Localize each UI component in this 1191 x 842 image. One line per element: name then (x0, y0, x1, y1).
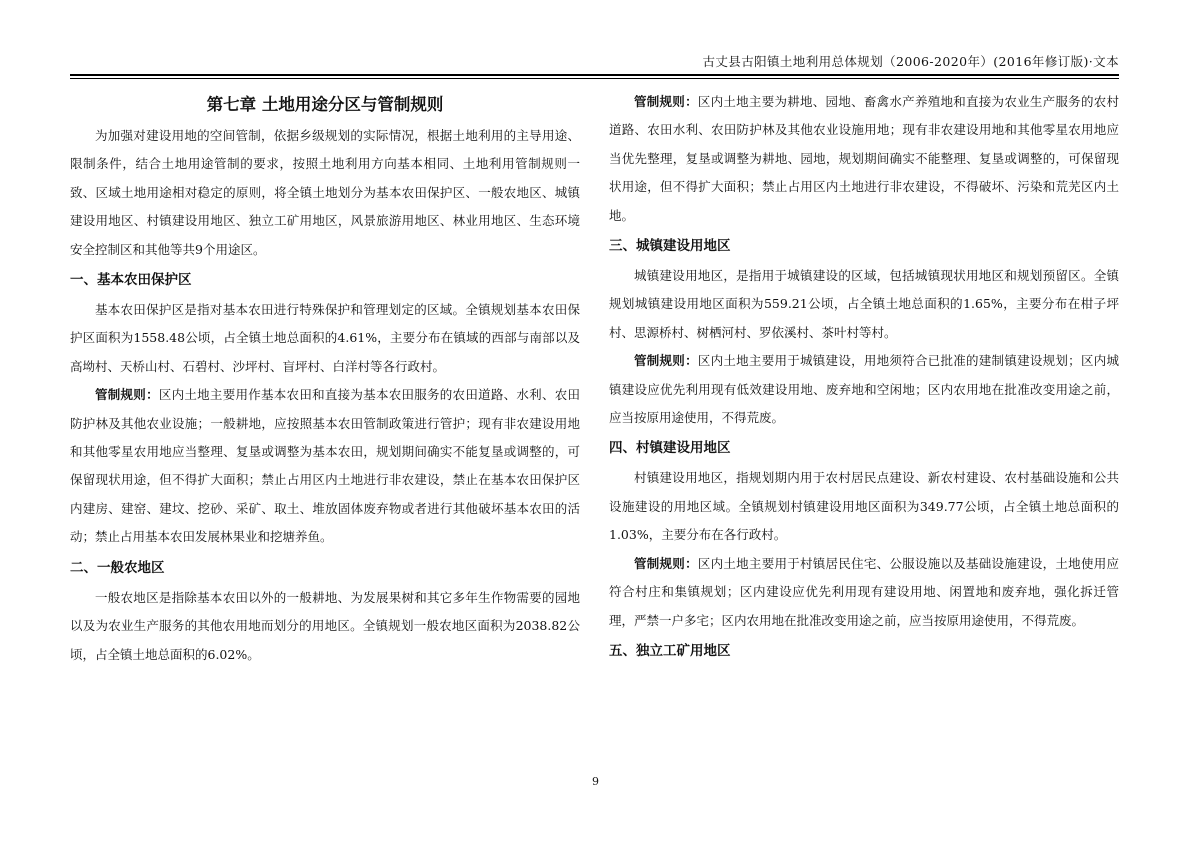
urban-construction-rules (609, 347, 1119, 432)
section-title-basic-farmland: 一、基本农田保护区 (70, 272, 192, 289)
rules-text: 区内土地主要用作基本农田和直接为基本农田服务的农田道路、水利、农田防护林及其他农业设施；一般耕地，应按照基本农田管制政策进行管护；现有非农建设用地和其他零星农用地应当整理、复垦或调整为基本农田，规划期间确实不能复垦或调整的，可保留现状用途，但不得扩大面积；禁止占用区内土地进行非农建设，禁止在基本农田保护区内建房、建窑、建坟、挖砂、采矿、取土、堆放固体废弃物或者进行其他破坏基本农田的活动；禁止占用基本农田发展林果业和挖塘养鱼。 (70, 387, 580, 545)
intro-paragraph: 为加强对建设用地的空间管制，依据乡级规划的实际情况，根据土地利用的主导用途、限制条件，结合土地用途管制的要求，按照土地利用方向基本相同、土地利用管制规则一致、区域土地用途相对稳定的原则，将全镇土地划分为基本农田保护区、一般农地区、城镇建设用地区、村镇建设用地区、独立工矿用地区，风景旅游用地区、林业用地区、生态环境安全控制区和其他等共9个用途区。 (70, 128, 580, 257)
urban-construction-paragraph: 城镇建设用地区，是指用于城镇建设的区域，包括城镇现状用地区和规划预留区。全镇规划城镇建设用地区面积为559.21公顷，占全镇土地总面积的1.65%，主要分布在柑子坪村、思源桥村、树栖河村、罗依溪村、茶叶村等村。 (609, 268, 1119, 340)
village-construction-rules (609, 550, 1119, 635)
section-title-industrial-mining: 五、独立工矿用地区 (609, 642, 731, 659)
rules-text: 区内土地主要为耕地、园地、畜禽水产养殖地和直接为农业生产服务的农村道路、农田水利、农田防护林及其他农业设施用地；现有非农建设用地和其他零星农用地应当优先整理，复垦或调整为耕地、园地，规划期间确实不能整理、复垦或调整的，可保留现状用途，但不得扩大面积；禁止占用区内土地进行非农建设，不得破坏、污染和荒芜区内土地。 (609, 94, 1119, 223)
left-column (70, 88, 580, 669)
right-column (609, 88, 1119, 667)
section-title-general-farmland: 二、一般农地区 (70, 559, 165, 576)
rules-text: 区内土地主要用于村镇居民住宅、公服设施以及基础设施建设，土地使用应符合村庄和集镇规划；区内建设应优先利用现有建设用地、闲置地和废弃地，强化拆迁管理，严禁一户多宅；区内农用地在批准改变用途之前，应当按原用途使用，不得荒废。 (609, 555, 1119, 628)
section-title-village-construction: 四、村镇建设用地区 (609, 440, 731, 457)
rules-lead: 管制规则： (634, 94, 698, 109)
rules-lead: 管制规则： (634, 353, 698, 369)
rules-lead: 管制规则： (634, 555, 698, 571)
section-title-urban-construction: 三、城镇建设用地区 (609, 238, 731, 255)
header-rule (70, 74, 1119, 79)
village-construction-paragraph: 村镇建设用地区，指规划期内用于农村居民点建设、新农村建设、农村基础设施和公共设施建设的用地区域。全镇规划村镇建设用地区面积为349.77公顷，占全镇土地总面积的1.03%，主要分布在各行政村。 (609, 470, 1119, 543)
general-farmland-rules (609, 88, 1119, 230)
page-header: 古丈县古阳镇土地利用总体规划（2006-2020年）(2016年修订版)·文本 (702, 54, 1119, 69)
basic-farmland-rules (70, 381, 580, 551)
rules-text: 区内土地主要用于城镇建设，用地须符合已批准的建制镇建设规划；区内城镇建设应优先利用现有低效建设用地、废弃地和空闲地；区内农用地在批准改变用途之前，应当按原用途使用，不得荒废。 (609, 353, 1119, 426)
basic-farmland-paragraph: 基本农田保护区是指对基本农田进行特殊保护和管理划定的区域。全镇规划基本农田保护区面积为1558.48公顷，占全镇土地总面积的4.61%，主要分布在镇域的西部与南部以及高坳村、天桥山村、石碧村、沙坪村、盲坪村、白洋村等各行政村。 (70, 302, 580, 374)
rules-lead: 管制规则： (95, 387, 159, 403)
page-number: 9 (592, 775, 599, 788)
general-farmland-paragraph: 一般农地区是指除基本农田以外的一般耕地、为发展果树和其它多年生作物需要的园地以及为农业生产服务的其他农用地而划分的用地区。全镇规划一般农地区面积为2038.82公顷，占全镇土地总面积的6.02%。 (70, 589, 580, 662)
chapter-title: 第七章 土地用途分区与管制规则 (206, 95, 444, 114)
